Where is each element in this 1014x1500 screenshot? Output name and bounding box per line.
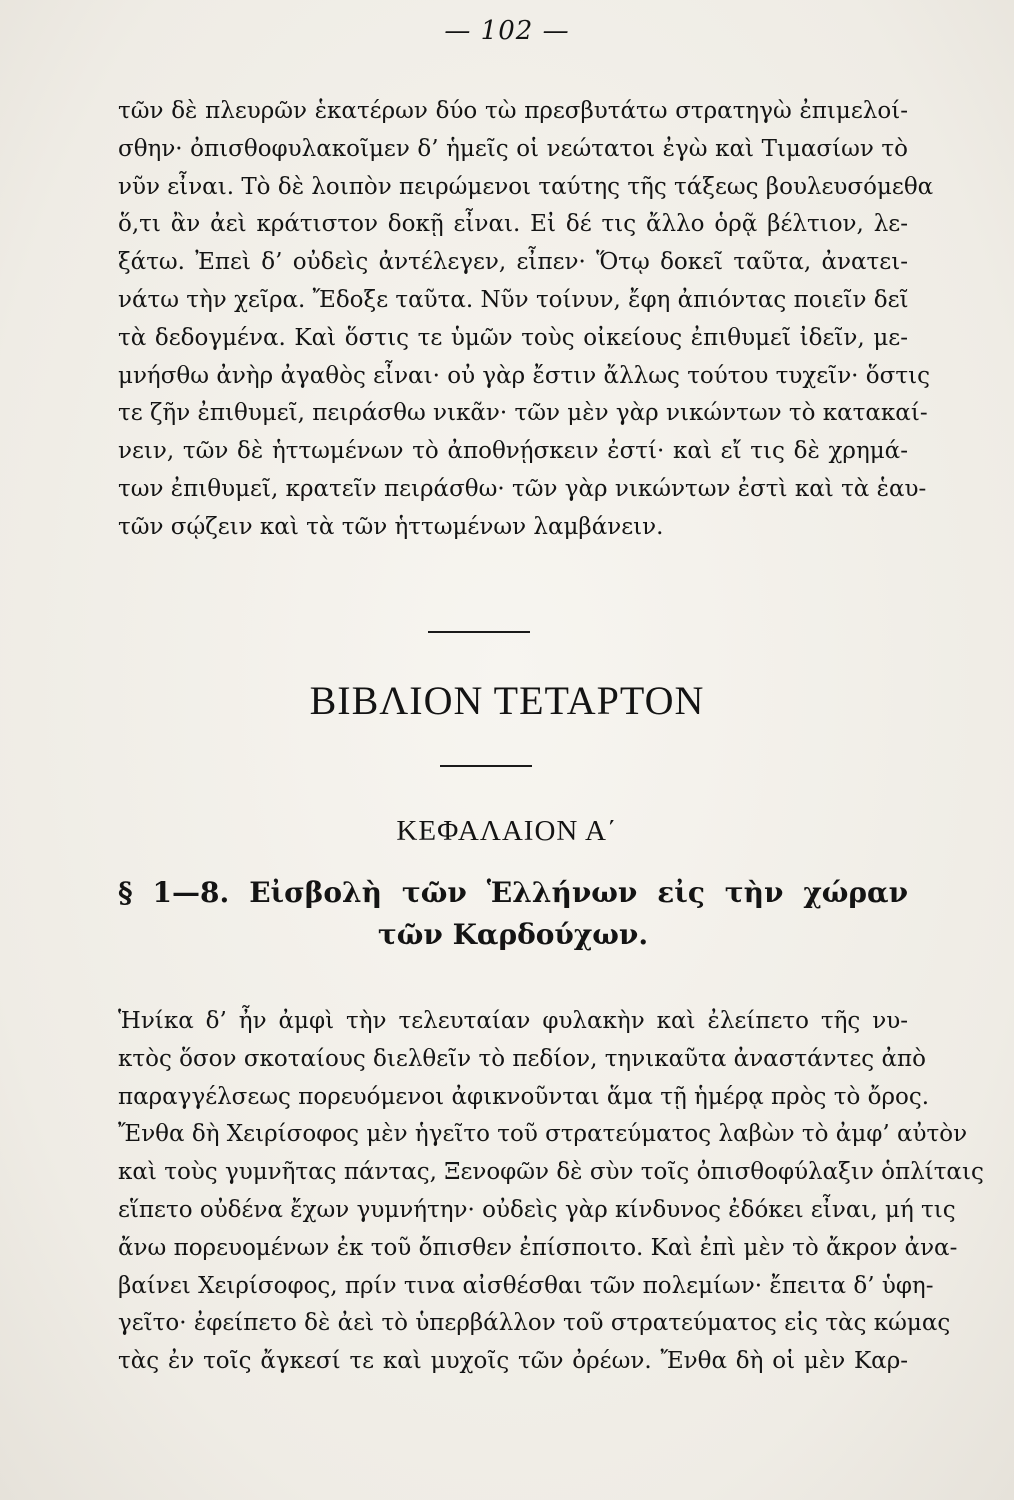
text-line: εἵπετο οὐδένα ἔχων γυμνήτην· οὐδεὶς γὰρ κίνδυνος ἐδόκει εἶναι, μή τις (118, 1196, 956, 1223)
text-line: τὰ δεδογμένα. Καὶ ὅστις τε ὑμῶν τοὺς οἰκείους ἐπιθυμεῖ ἰδεῖν, με- (118, 324, 908, 351)
passage-continuation (118, 93, 934, 547)
section-heading-line: τῶν Καρδούχων. (377, 918, 649, 951)
text-line: καὶ τοὺς γυμνῆτας πάντας, Ξενοφῶν δὲ σὺν τοῖς ὀπισθοφύλαξιν ὁπλίταις (118, 1159, 984, 1186)
text-line: σθην· ὀπισθοφυλακοῖμεν δ’ ἡμεῖς οἱ νεώτατοι ἐγὼ καὶ Τιμασίων τὸ (118, 135, 908, 162)
text-line: βαίνει Χειρίσοφος, πρίν τινα αἰσθέσθαι τῶν πολεμίων· ἔπειτα δ’ ὑφη- (118, 1272, 934, 1299)
text-line: μνήσθω ἀνὴρ ἀγαθὸς εἶναι· οὐ γὰρ ἔστιν ἄλλως τούτου τυχεῖν· ὅστις (118, 362, 930, 389)
divider-rule (428, 631, 530, 633)
text-line: των ἐπιθυμεῖ, κρατεῖν πειράσθω· τῶν γὰρ νικώντων ἐστὶ καὶ τὰ ἑαυ- (118, 475, 927, 502)
text-line: νειν, τῶν δὲ ἡττωμένων τὸ ἀποθνῄσκειν ἐστί· καὶ εἴ τις δὲ χρημά- (118, 438, 908, 465)
book-title: ΒΙΒΛΙΟΝ ΤΕΤΑΡΤΟΝ (309, 678, 705, 723)
text-line: Ἡνίκα δ’ ἦν ἀμφὶ τὴν τελευταίαν φυλακὴν καὶ ἐλείπετο τῆς νυ- (118, 1008, 908, 1034)
text-line: τὰς ἐν τοῖς ἄγκεσί τε καὶ μυχοῖς τῶν ὀρέων. Ἔνθα δὴ οἱ μὲν Καρ- (118, 1348, 908, 1375)
text-line: ὅ,τι ἂν ἀεὶ κράτιστον δοκῇ εἶναι. Εἰ δέ τις ἄλλο ὁρᾷ βέλτιον, λε- (118, 211, 908, 238)
chapter-passage (118, 1003, 984, 1381)
divider-rule (440, 765, 532, 767)
text-line: νῦν εἶναι. Τὸ δὲ λοιπὸν πειρώμενοι ταύτης τῆς τάξεως βουλευσόμεθα (118, 173, 934, 200)
text-line: παραγγέλσεως πορευόμενοι ἀφικνοῦνται ἅμα τῇ ἡμέρᾳ πρὸς τὸ ὄρος. (118, 1083, 930, 1110)
text-line: τῶν σῴζειν καὶ τὰ τῶν ἡττωμένων λαμβάνειν. (118, 513, 664, 540)
page-number: — 102 — (444, 16, 570, 46)
text-line: τῶν δὲ πλευρῶν ἑκατέρων δύο τὼ πρεσβυτάτω στρατηγὼ ἐπιμελοί- (118, 98, 908, 124)
text-line: ἄνω πορευομένων ἐκ τοῦ ὄπισθεν ἐπίσποιτο. Καὶ ἐπὶ μὲν τὸ ἄκρον ἀνα- (118, 1234, 958, 1261)
text-line: ξάτω. Ἐπεὶ δ’ οὐδεὶς ἀντέλεγεν, εἶπεν· Ὅτῳ δοκεῖ ταῦτα, ἀνατει- (118, 249, 908, 276)
text-line: τε ζῆν ἐπιθυμεῖ, πειράσθω νικᾶν· τῶν μὲν γὰρ νικώντων τὸ κατακαί- (118, 400, 928, 427)
text-line: κτὸς ὅσον σκοταίους διελθεῖν τὸ πεδίον, τηνικαῦτα ἀναστάντες ἀπὸ (118, 1045, 926, 1072)
text-line: νάτω τὴν χεῖρα. Ἔδοξε ταῦτα. Νῦν τοίνυν, ἔφη ἀπιόντας ποιεῖν δεῖ (118, 286, 909, 313)
text-line: γεῖτο· ἐφείπετο δὲ ἀεὶ τὸ ὑπερβάλλον τοῦ στρατεύματος εἰς τὰς κώμας (118, 1310, 951, 1337)
text-line: Ἔνθα δὴ Χειρίσοφος μὲν ἡγεῖτο τοῦ στρατεύματος λαβὼν τὸ ἀμφ’ αὐτὸν (118, 1121, 968, 1148)
chapter-title: ΚΕΦΑΛΑΙΟΝ Α΄ (396, 815, 618, 847)
section-heading (118, 872, 908, 956)
section-heading-line: § 1—8. Εἰσβολὴ τῶν Ἑλλήνων εἰς τὴν χώραν (118, 876, 908, 909)
